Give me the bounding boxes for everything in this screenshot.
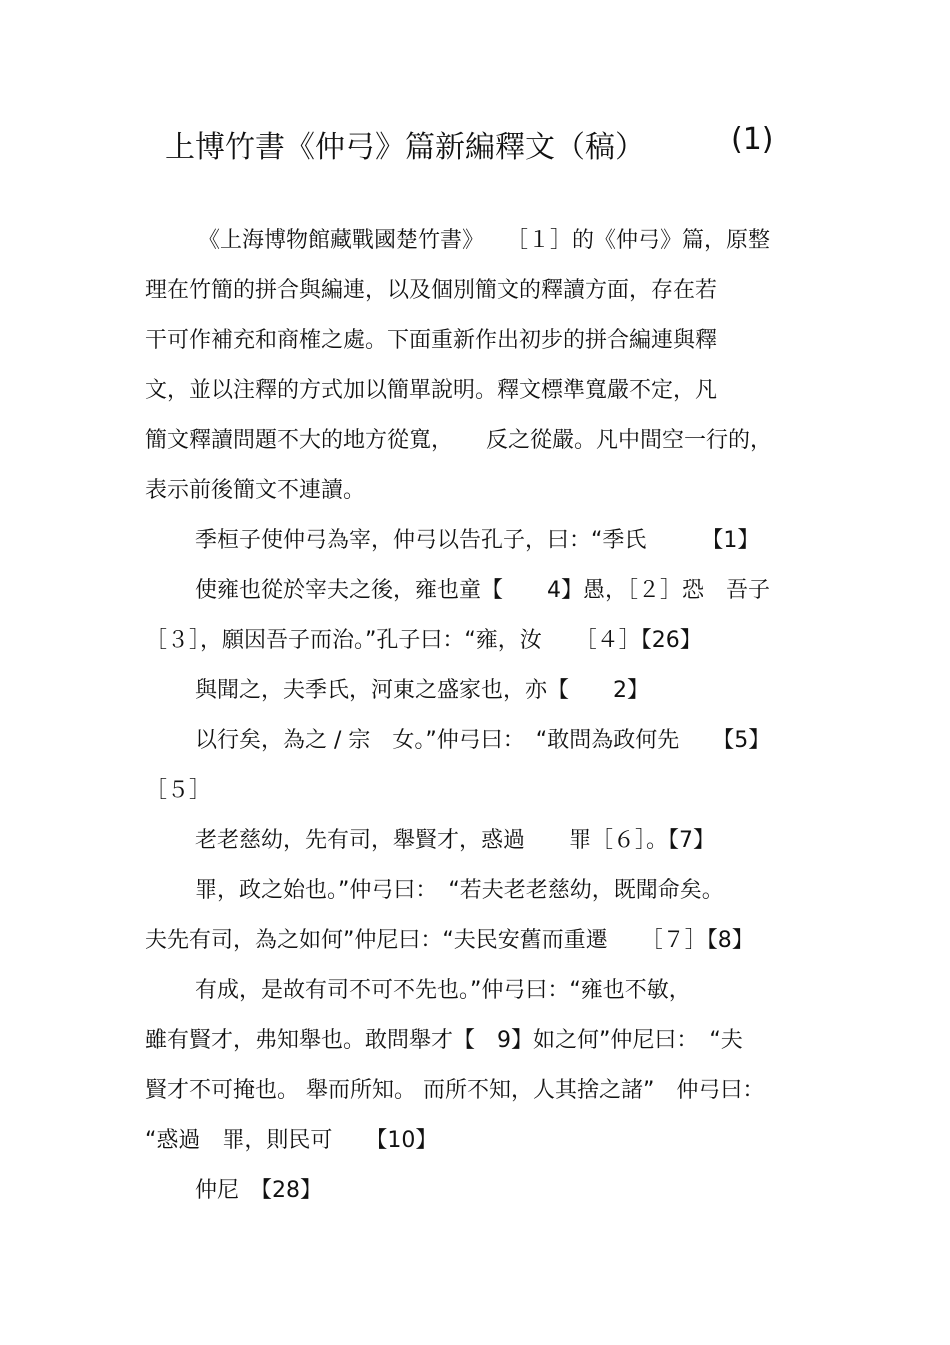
- body-line: 《上海博物館藏戰國楚竹書》 ［１］的《仲弓》篇，原整: [198, 228, 771, 253]
- body-line: “惑過 罪，則民可 【10】: [145, 1128, 438, 1153]
- body-line: 以行矣，為之 / 宗 女。”仲弓曰： “敢問為政何先 【5】: [195, 728, 771, 753]
- body-line: 簡文釋讀問題不大的地方從寬， 反之從嚴。凡中間空一行的，: [145, 428, 773, 453]
- body-line: 季桓子使仲弓為宰，仲弓以告孔子，曰：“季氏 【1】: [195, 528, 760, 553]
- title-number: (1): [731, 122, 774, 157]
- body-line: 文，並以注釋的方式加以簡單說明。釋文標準寬嚴不定，凡: [145, 378, 718, 403]
- body-line: 罪，政之始也。”仲弓曰： “若夫老老慈幼，既聞命矣。: [195, 878, 724, 903]
- body-line: 使雍也從於宰夫之後，雍也童【 4】愚，［２］恐 吾子: [195, 578, 770, 603]
- document-title: [0, 122, 950, 166]
- body-line: 雖有賢才，弗知舉也。敢問舉才【 9】如之何”仲尼曰： “夫: [145, 1028, 743, 1053]
- title-text: 上博竹書《仲弓》篇新編釋文（稿）: [165, 130, 645, 165]
- body-line: 夫先有司，為之如何”仲尼曰：“夫民安舊而重遷 ［７］【8】: [145, 928, 754, 953]
- body-line: 理在竹簡的拼合與編連，以及個別簡文的釋讀方面，存在若: [145, 278, 718, 303]
- body-line: 表示前後簡文不連讀。: [145, 478, 366, 503]
- body-line: ［５］: [145, 778, 212, 803]
- body-line: 仲尼 【28】: [195, 1178, 322, 1203]
- body-line: 有成，是故有司不可不先也。”仲弓曰：“雍也不敏，: [195, 978, 691, 1003]
- body-line: 干可作補充和商榷之處。下面重新作出初步的拼合編連與釋: [145, 328, 718, 353]
- body-line: 賢才不可掩也。 舉而所知。 而所不知，人其捨之諸” 仲弓曰：: [145, 1078, 765, 1103]
- body-line: 老老慈幼，先有司，舉賢才，惑過 罪［６］。【7】: [195, 828, 715, 853]
- body-line: 與聞之，夫季氏，河東之盛家也，亦【 2】: [195, 678, 649, 703]
- body-line: ［３］，願因吾子而治。”孔子曰：“雍，汝 ［４］【26】: [145, 628, 702, 653]
